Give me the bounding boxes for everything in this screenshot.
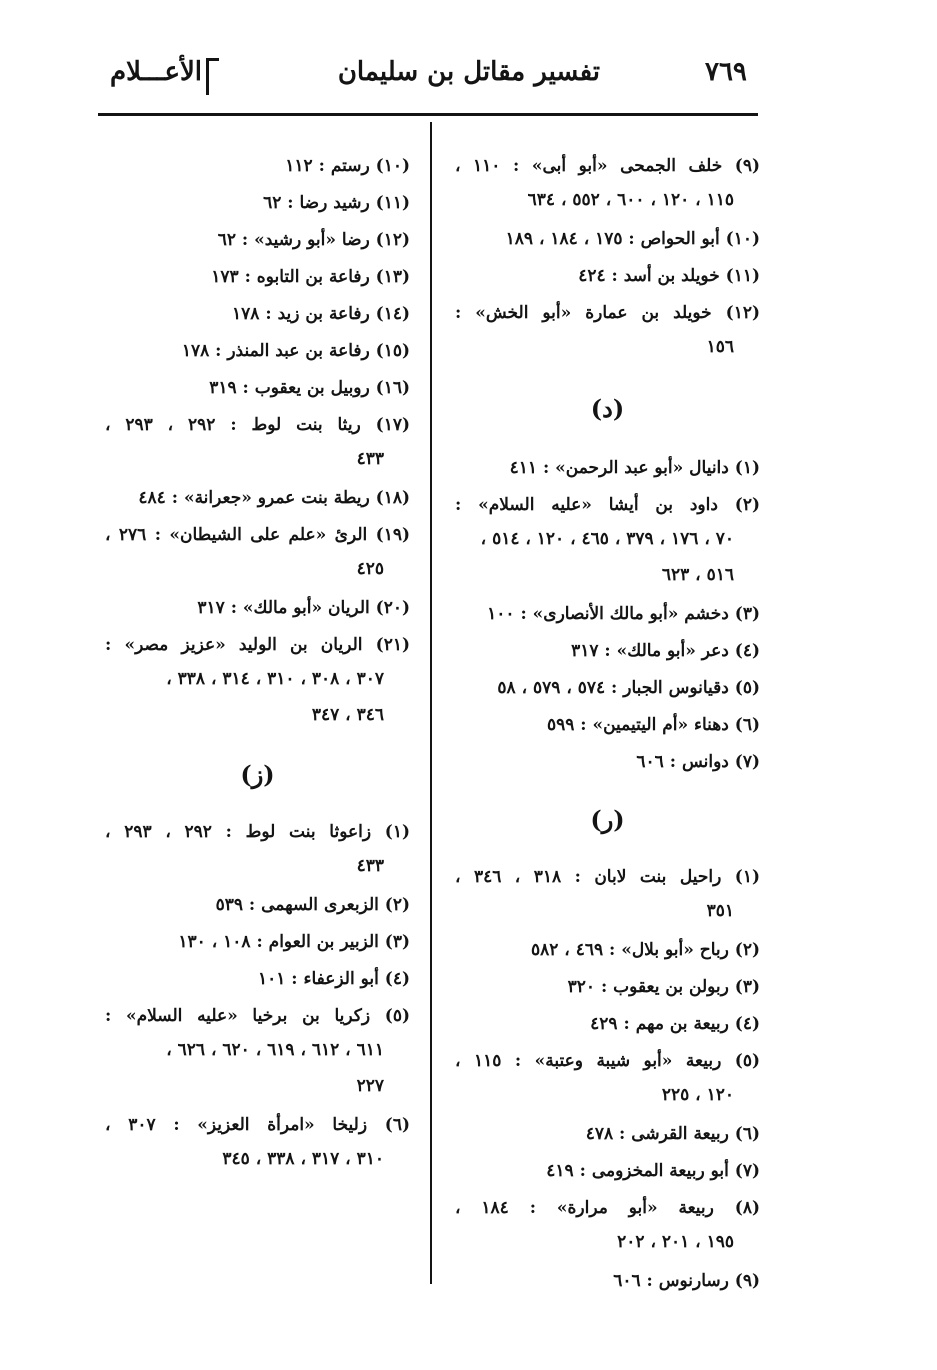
- index-entry: [105, 407, 410, 480]
- entry-line: (٨) ربيعة «أبو مرارة» : ١٨٤ ،: [455, 1198, 761, 1218]
- entry-continuation: ١٢٠ ، ٢٢٥: [661, 1085, 734, 1105]
- index-entry: [455, 744, 760, 781]
- column-divider: [430, 122, 432, 1284]
- entry-continuation: ٣٠٧ ، ٣٠٨ ، ٣١٠ ، ٣١٤ ، ٣٣٨ ،: [166, 669, 384, 689]
- index-entry: [105, 998, 410, 1107]
- index-entry: [455, 1263, 760, 1300]
- entry-continuation: ٧٠ ، ١٧٦ ، ٣٧٩ ، ٤٦٥ ، ١٢٠ ، ٥١٤ ،: [480, 529, 734, 549]
- entry-line: (١) زاعوثا بنت لوط : ٢٩٢ ، ٢٩٣ ،: [105, 822, 411, 842]
- letter-heading-dal: (د): [590, 394, 625, 423]
- entry-continuation: ٢٢٧: [356, 1076, 384, 1096]
- index-entry: [105, 185, 410, 222]
- entry-line: (٥) زكريا بن برخيا «عليه السلام» :: [105, 1006, 410, 1026]
- index-entry: [105, 887, 410, 924]
- entry-line: (٦) ربيعة القرشى : ٤٧٨: [585, 1124, 760, 1144]
- entry-line: (١٢) خويلد بن عمارة «أبو الخش» :: [455, 303, 760, 323]
- running-title: تفسير مقاتل بن سليمان: [337, 57, 600, 87]
- entry-line: (٧) أبو ربيعة المخزومى : ٤١٩: [546, 1161, 760, 1181]
- index-entry: [455, 670, 760, 707]
- entry-continuation: ١٩٥ ، ٢٠١ ، ٢٠٢: [617, 1232, 734, 1252]
- index-entry: [455, 707, 760, 744]
- entry-line: (٣) ربولن بن يعقوب : ٣٢٠: [567, 977, 760, 997]
- index-entry: [105, 370, 410, 407]
- entry-list: [455, 148, 760, 368]
- entry-line: (٣) الزبير بن العوام : ١٠٨ ، ١٣٠: [178, 932, 410, 952]
- entry-line: (٩) رسارنوس : ٦٠٦: [613, 1271, 760, 1291]
- entry-line: (٢) رباح «أبو بلال» : ٤٦٩ ، ٥٨٢: [530, 940, 760, 960]
- entry-line: (١٥) رفاعة بن عبد المنذر : ١٧٨: [181, 341, 410, 361]
- entry-line: (١٠) رستم : ١١٢: [285, 156, 410, 176]
- entry-continuation: ٣٥١: [706, 901, 734, 921]
- left-column: [105, 148, 410, 1180]
- entry-line: (١٦) روبيل بن يعقوب : ٣١٩: [209, 378, 410, 398]
- entry-continuation: ١٥٦: [706, 337, 734, 357]
- index-entry: [105, 333, 410, 370]
- entry-line: (١٩) الرئ «علم على الشيطان» : ٢٧٦ ،: [105, 525, 410, 545]
- index-entry: [105, 924, 410, 961]
- entry-line: (١٢) رضا «أبو رشيد» : ٦٢: [217, 230, 410, 250]
- entry-line: (١١) خويلد بن أسد : ٤٢٤: [578, 266, 760, 286]
- entry-line: (٣) دخشم «أبو مالك الأنصارى» : ١٠٠: [487, 604, 760, 624]
- entry-list: [455, 450, 760, 781]
- index-entry: [455, 487, 760, 596]
- header-rule: [98, 113, 758, 116]
- entry-line: (٩) خلف الجمحى «أبو أبى» : ١١٠ ،: [455, 156, 760, 176]
- index-entry: [105, 296, 410, 333]
- index-entry: [455, 1006, 760, 1043]
- index-entry: [455, 148, 760, 221]
- letter-heading-ra: (ر): [590, 805, 625, 834]
- index-entry: [455, 258, 760, 295]
- entry-continuation: ٤٢٥: [356, 559, 384, 579]
- index-entry: [105, 480, 410, 517]
- index-entry: [455, 1043, 760, 1116]
- entry-line: (٤) ربيعة بن مهم : ٤٢٩: [590, 1014, 760, 1034]
- entry-line: (٢٠) الريان «أبو مالك» : ٣١٧: [197, 598, 410, 618]
- index-entry: [105, 517, 410, 590]
- index-entry: [455, 450, 760, 487]
- entry-continuation: ٣٤٦ ، ٣٤٧: [311, 705, 384, 725]
- entry-continuation: ٦١١ ، ٦١٢ ، ٦١٩ ، ٦٢٠ ، ٦٢٦ ،: [166, 1040, 384, 1060]
- index-entry: [455, 1190, 760, 1263]
- index-entry: [455, 969, 760, 1006]
- entry-line: (٧) دوانس : ٦٠٦: [636, 752, 760, 772]
- index-entry: [105, 961, 410, 998]
- entry-line: (١٤) رفاعة بن زيد : ١٧٨: [232, 304, 410, 324]
- entry-line: (١١) رشيد رضا : ٦٢: [263, 193, 410, 213]
- entry-line: (٢) الزبعرى السهمى : ٥٣٩: [215, 895, 410, 915]
- index-entry: [455, 633, 760, 670]
- page-number: ٧٦٩: [705, 57, 747, 87]
- entry-line: (٥) ربيعة «أبو شيبة وعتبة» : ١١٥ ،: [455, 1051, 760, 1071]
- entry-continuation: ٤٣٣: [356, 856, 384, 876]
- letter-heading-zay: (ز): [240, 760, 275, 789]
- index-entry: [105, 148, 410, 185]
- right-column: [455, 148, 760, 1300]
- index-entry: [455, 1153, 760, 1190]
- index-entry: [105, 222, 410, 259]
- entry-line: (٦) زليخا «امرأة العزيز» : ٣٠٧ ،: [105, 1115, 410, 1135]
- index-entry: [105, 259, 410, 296]
- entry-continuation: ٥١٦ ، ٦٢٣: [661, 565, 734, 585]
- entry-line: (٤) دعر «أبو مالك» : ٣١٧: [571, 641, 760, 661]
- entry-line: (٢١) الريان بن الوليد «عزيز مصر» :: [105, 635, 410, 655]
- index-entry: [105, 590, 410, 627]
- section-title: الأعـــلام: [110, 57, 203, 87]
- entry-line: (١٧) ريثا بنت لوط : ٢٩٢ ، ٢٩٣ ،: [105, 415, 410, 435]
- index-entry: [455, 295, 760, 368]
- index-entry: [455, 221, 760, 258]
- index-entry: [105, 627, 410, 736]
- entry-line: (٤) أبو الزعفاء : ١٠١: [257, 969, 410, 989]
- entry-continuation: ٤٣٣: [356, 449, 384, 469]
- index-entry: [105, 1107, 410, 1180]
- index-entry: [455, 859, 760, 932]
- header-bracket: [206, 58, 219, 95]
- index-entry: [455, 932, 760, 969]
- index-entry: [105, 814, 410, 887]
- entry-continuation: ١١٥ ، ١٢٠ ، ٦٠٠ ، ٥٥٢ ، ٦٣٤: [527, 190, 734, 210]
- entry-line: (١) راحيل بنت لابان : ٣١٨ ، ٣٤٦ ،: [455, 867, 760, 887]
- entry-list: [105, 148, 410, 736]
- entry-line: (٢) داود بن أيشا «عليه السلام» :: [455, 495, 760, 515]
- entry-line: (٦) دهناء «أم اليتيمين» : ٥٩٩: [546, 715, 760, 735]
- entry-line: (١) دانيال «أبو عبد الرحمن» : ٤١١: [509, 458, 760, 478]
- entry-line: (١٨) ريطة بنت عمرو «جعرانة» : ٤٨٤: [138, 488, 410, 508]
- entry-list: [105, 814, 410, 1180]
- entry-continuation: ٣١٠ ، ٣١٧ ، ٣٣٨ ، ٣٤٥: [222, 1149, 384, 1169]
- index-entry: [455, 1116, 760, 1153]
- index-entry: [455, 596, 760, 633]
- entry-line: (١٣) رفاعة بن التابوه : ١٧٣: [211, 267, 410, 287]
- entry-line: (٥) دقيانوس الجبار : ٥٧٤ ، ٥٧٩ ، ٥٨: [497, 678, 760, 698]
- entry-line: (١٠) أبو الحواص : ١٧٥ ، ١٨٤ ، ١٨٩: [505, 229, 760, 249]
- entry-list: [455, 859, 760, 1300]
